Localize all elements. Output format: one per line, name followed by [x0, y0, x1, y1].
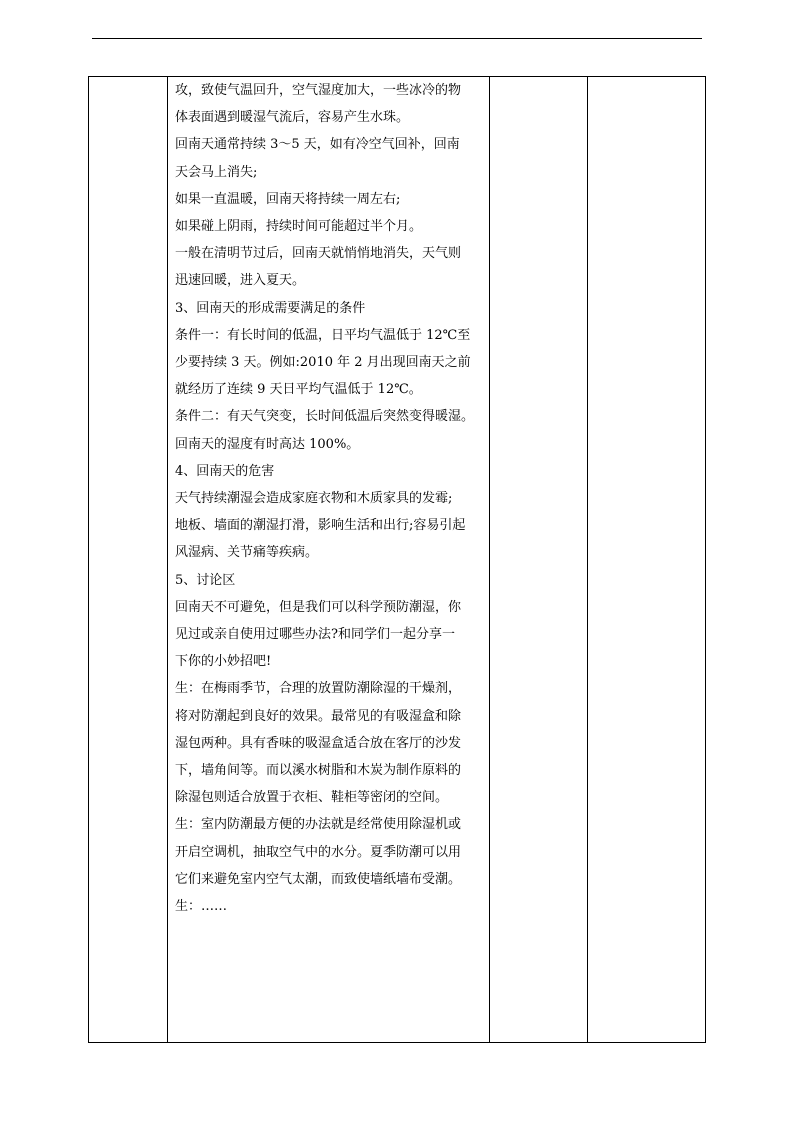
text-line: 除湿包则适合放置于衣柜、鞋柜等密闭的空间。 — [175, 790, 449, 806]
text-line: 如果一直温暖，回南天将持续一周左右; — [175, 191, 401, 207]
text-line: 生：在梅雨季节，合理的放置防潮除湿的干燥剂， — [175, 681, 462, 697]
text-line: 回南天不可避免，但是我们可以科学预防潮湿，你 — [175, 599, 462, 615]
text-line: 攻，致使气温回升，空气湿度加大，一些冰冷的物 — [175, 83, 462, 98]
text-line: 它们来避免室内空气太潮，而致使墙纸墙布受潮。 — [175, 871, 462, 887]
text-line: 天会马上消失; — [175, 164, 258, 180]
text-line: 条件二：有天气突变，长时间低温后突然变得暖湿。 — [175, 409, 475, 425]
section-heading: 5、讨论区 — [175, 572, 236, 588]
text-line: 就经历了连续 9 天日平均气温低于 12℃。 — [175, 382, 422, 398]
text-line: 见过或亲自使用过哪些办法?和同学们一起分享一 — [175, 627, 455, 643]
text-line: 天气持续潮湿会造成家庭衣物和木质家具的发霉; — [175, 491, 453, 507]
text-line: 体表面遇到暖湿气流后，容易产生水珠。 — [175, 110, 410, 126]
text-line: 将对防潮起到良好的效果。最常见的有吸湿盒和除 — [175, 708, 462, 724]
text-line: 一般在清明节过后，回南天就悄悄地消失，天气则 — [175, 246, 462, 262]
column-divider-1 — [167, 77, 168, 1042]
text-line: 回南天通常持续 3～5 天，如有冷空气回补，回南 — [175, 137, 460, 153]
section-heading: 4、回南天的危害 — [175, 463, 275, 479]
lesson-content-cell — [175, 77, 487, 920]
section-heading: 3、回南天的形成需要满足的条件 — [175, 300, 366, 316]
text-line: 迅速回暖，进入夏天。 — [175, 273, 306, 289]
lesson-table — [88, 76, 706, 1043]
text-line: 风湿病、关节痛等疾病。 — [175, 545, 319, 561]
header-rule — [92, 38, 702, 39]
text-line: 下，墙角间等。而以溪水树脂和木炭为制作原料的 — [175, 763, 462, 779]
text-line: 回南天的湿度有时高达 100%。 — [175, 436, 360, 452]
text-line: 生：…… — [175, 899, 228, 915]
text-line: 如果碰上阴雨，持续时间可能超过半个月。 — [175, 219, 423, 235]
text-line: 地板、墙面的潮湿打滑，影响生活和出行;容易引起 — [175, 518, 466, 534]
column-divider-3 — [587, 77, 588, 1042]
column-divider-2 — [489, 77, 490, 1042]
text-line: 生：室内防潮最方便的办法就是经常使用除湿机或 — [175, 817, 462, 833]
text-line: 条件一：有长时间的低温，日平均气温低于 12℃至 — [175, 327, 471, 343]
text-line: 下你的小妙招吧! — [175, 654, 272, 670]
text-line: 少要持续 3 天。例如:2010 年 2 月出现回南天之前 — [175, 355, 471, 371]
text-line: 开启空调机，抽取空气中的水分。夏季防潮可以用 — [175, 844, 462, 860]
text-line: 湿包两种。具有香味的吸湿盒适合放在客厅的沙发 — [175, 735, 462, 751]
